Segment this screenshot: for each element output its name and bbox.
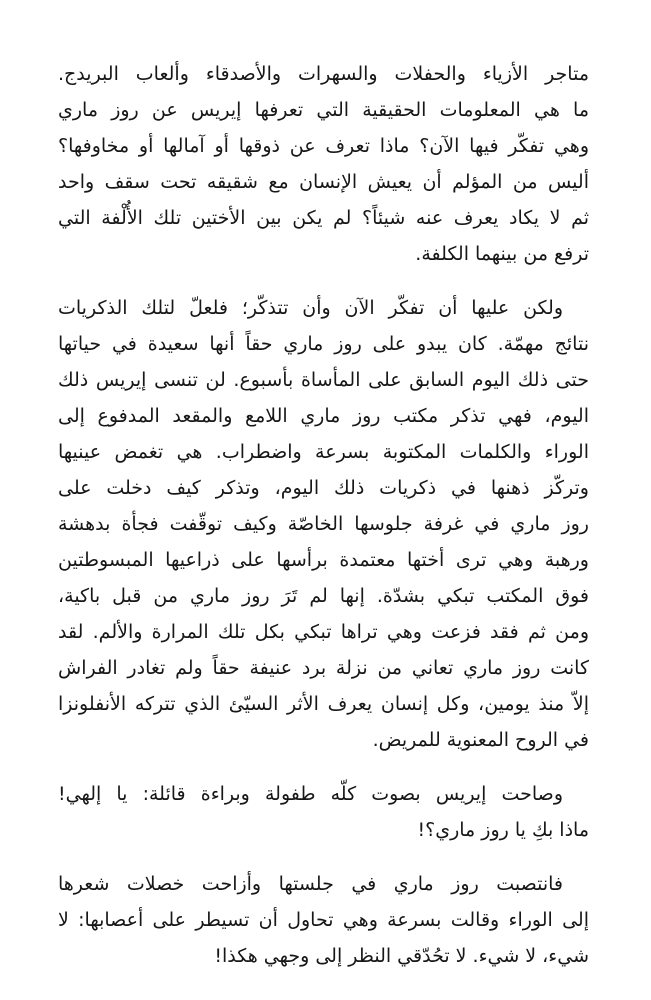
text-line: إلاّ منذ يومين، وكل إنسان يعرف الأثر السيّئ الذي تتركه الأنفلونزا <box>58 693 589 715</box>
text-line: روز ماري في غرفة جلوسها الخاصّة وكيف توقّفت فجأة بدهشة <box>58 513 589 535</box>
text-line: في الروح المعنوية للمريض. <box>372 729 589 751</box>
text-line: فوق المكتب تبكي بشدّة. إنها لم تَرَ روز ماري من قبل باكية، <box>58 585 589 607</box>
text-line: ولكن عليها أن تفكّر الآن وأن تتذكّر؛ فلعلّ لتلك الذكريات <box>58 297 563 319</box>
text-line: إلى الوراء وقالت بسرعة وهي تحاول أن تسيطر على أعصابها: لا <box>58 909 589 931</box>
text-line: وهي تفكّر فيها الآن؟ ماذا تعرف عن ذوقها أو آمالها أو مخاوفها؟ <box>58 135 589 157</box>
paragraph <box>58 776 589 848</box>
text-line: ترفع من بينهما الكلفة. <box>415 243 589 265</box>
text-line: متاجر الأزياء والحفلات والسهرات والأصدقاء وألعاب البريدج. <box>58 63 589 85</box>
text-line: وصاحت إيريس بصوت كلّه طفولة وبراءة قائلة: يا إلهي! <box>58 783 563 805</box>
text-line: فانتصبت روز ماري في جلستها وأزاحت خصلات شعرها <box>58 873 563 895</box>
paragraph <box>58 866 589 974</box>
text-line: أليس من المؤلم أن يعيش الإنسان مع شقيقه تحت سقف واحد <box>58 171 589 193</box>
text-line: نتائج مهمّة. كان يبدو على روز ماري حقاً أنها سعيدة في حياتها <box>58 333 589 355</box>
paragraph <box>58 56 589 272</box>
text-line: حتى ذلك اليوم السابق على المأساة بأسبوع. لن تنسى إيريس ذلك <box>58 369 589 391</box>
text-line: كانت روز ماري تعاني من نزلة برد عنيفة حقاً ولم تغادر الفراش <box>58 657 589 679</box>
text-line: ما هي المعلومات الحقيقية التي تعرفها إيريس عن روز ماري <box>58 99 589 121</box>
page-text-block <box>58 56 589 974</box>
text-line: ورهبة وهي ترى أختها معتمدة برأسها على ذراعيها المبسوطتين <box>58 549 589 571</box>
text-line: شيء، لا شيء. لا تحُدّقي النظر إلى وجهي هكذا! <box>214 945 589 967</box>
text-line: ومن ثم فقد فزعت وهي تراها تبكي بكل تلك المرارة والألم. لقد <box>58 621 589 643</box>
text-line: وتركّز ذهنها في ذكريات ذلك اليوم، وتذكر كيف دخلت على <box>58 477 589 499</box>
paragraph <box>58 290 589 758</box>
text-line: ثم لا يكاد يعرف عنه شيئاً؟ لم يكن بين الأختين تلك الأُلْفة التي <box>58 207 589 229</box>
text-line: ماذا بكِ يا روز ماري؟! <box>417 819 589 841</box>
text-line: الوراء والكلمات المكتوبة بسرعة واضطراب. هي تغمض عينيها <box>58 441 589 463</box>
text-line: اليوم، فهي تذكر مكتب روز ماري اللامع والمقعد المدفوع إلى <box>58 405 589 427</box>
